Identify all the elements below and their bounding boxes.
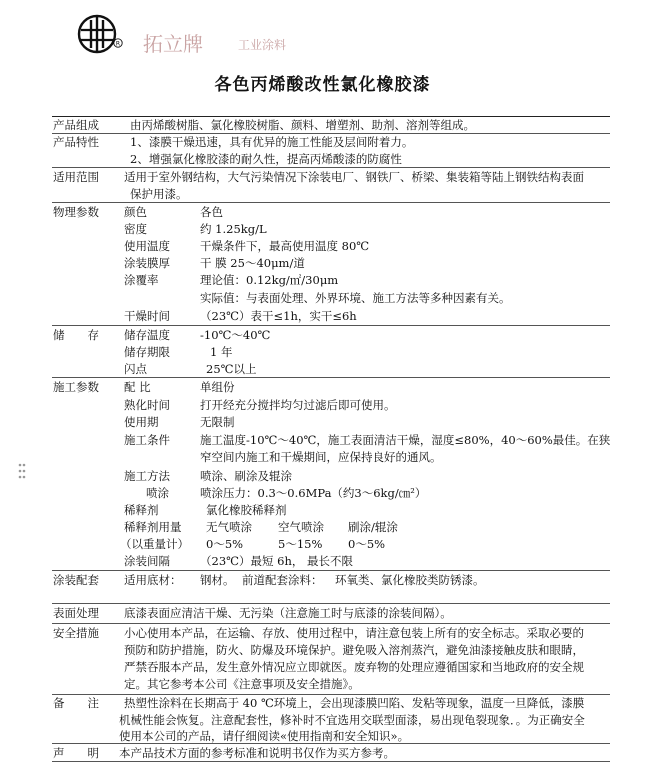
param-key: 稀释剂 — [124, 503, 159, 517]
param-value: 各色 — [200, 205, 223, 219]
dosage-header: 刷涂/辊涂 — [348, 520, 398, 534]
param-key: 适用底材： — [124, 573, 182, 587]
surface-text: 底漆表面应清洁干燥、无污染（注意施工时与底漆的涂装间隔）。 — [124, 606, 452, 620]
registered-mark-icon — [113, 38, 123, 48]
param-key: 涂装膜厚 — [124, 256, 170, 270]
notes-text: 机械性能会恢复。注意配套性，修补时不宜选用交联型面漆，易出现龟裂现象．。为正确安全 — [119, 713, 585, 727]
param-key: 施工条件 — [124, 433, 170, 447]
param-value: 施工温度-10℃～40℃，施工表面清洁干燥，湿度≤80%，40～60%最佳。在狭 — [200, 433, 611, 447]
page-title: 各色丙烯酸改性氯化橡胶漆 — [214, 75, 431, 95]
divider — [52, 377, 610, 378]
param-key: 颜色 — [124, 205, 147, 219]
dosage-header: 无气喷涂 — [206, 520, 252, 534]
safety-text: 严禁吞服本产品，发生意外情况应立即就医。废弃物的处理应遵循国家和当地政府的安全规 — [124, 660, 584, 674]
notes-text: 使用本公司的产品，请仔细阅读«使用指南和安全知识»。 — [119, 729, 410, 743]
param-key: 熟化时间 — [124, 398, 170, 412]
param-value: 打开经充分搅拌均匀过滤后即可使用。 — [200, 398, 396, 412]
param-key: 密度 — [124, 222, 147, 236]
param-value: 1 年 — [210, 345, 233, 359]
section-label-matching: 涂装配套 — [53, 573, 99, 587]
feature-item: 1、漆膜干燥迅速，具有优异的施工性能及层间附着力。 — [130, 135, 414, 149]
param-value: -10℃～40℃ — [200, 328, 271, 342]
safety-text: 预防和防护措施，防火、防爆及环境保护。避免吸入溶剂蒸汽，避免油漆接触皮肤和眼睛， — [124, 643, 584, 657]
divider — [52, 694, 610, 695]
company-logo — [77, 14, 117, 54]
param-key: 配 比 — [124, 380, 151, 394]
safety-text: 小心使用本产品，在运输、存放、使用过程中，请注意包装上所有的安全标志。采取必要的 — [124, 626, 584, 640]
param-key: 前道配套涂料： — [242, 573, 323, 587]
param-key: 闪点 — [124, 362, 147, 376]
divider — [52, 202, 610, 203]
section-label-physical: 物理参数 — [53, 205, 99, 219]
scope-text: 适用于室外钢结构，大气污染情况下涂装电厂、钢铁厂、桥梁、集装箱等陆上钢铁结构表面 — [124, 170, 584, 184]
safety-text: 定。其它参考本公司《注意事项及安全措施》。 — [124, 677, 360, 691]
param-value: 无限制 — [200, 415, 235, 429]
param-key: 干燥时间 — [124, 309, 170, 323]
param-key: 使用期 — [124, 415, 159, 429]
dosage-header: 空气喷涂 — [278, 520, 324, 534]
divider — [52, 623, 610, 624]
param-value: 环氧类、氯化橡胶类防锈漆。 — [335, 573, 485, 587]
section-label-application: 施工参数 — [53, 380, 99, 394]
param-key: 稀释剂用量 — [124, 520, 182, 534]
section-label-features: 产品特性 — [53, 135, 99, 149]
section-label-notes: 备 注 — [53, 696, 99, 710]
dosage-value: 0～5% — [206, 537, 244, 551]
param-key: 使用温度 — [124, 239, 170, 253]
param-value: 喷涂压力：0.3～0.6MPa（约3～6kg/㎝²） — [200, 486, 427, 500]
section-label-safety: 安全措施 — [53, 626, 99, 640]
param-key: 涂覆率 — [124, 273, 159, 287]
section-label-scope: 适用范围 — [53, 170, 99, 184]
param-value: 窄空间内施工和干燥期间，应保持良好的通风。 — [200, 450, 442, 464]
param-value: 喷涂、刷涂及辊涂 — [200, 469, 292, 483]
param-key: 储存期限 — [124, 345, 170, 359]
section-label-statement: 声 明 — [53, 746, 99, 760]
divider — [52, 603, 610, 604]
svg-text:R: R — [115, 40, 121, 48]
param-key: 储存温度 — [124, 328, 170, 342]
param-value: （23℃）最短 6h， 最长不限 — [200, 554, 354, 568]
param-value: 钢材。 — [200, 573, 235, 587]
divider — [52, 133, 610, 134]
drag-handle-icon[interactable] — [18, 463, 26, 479]
brand-subtitle: 工业涂料 — [238, 38, 287, 52]
divider — [52, 761, 610, 762]
param-value: 实际值：与表面处理、外界环境、施工方法等多种因素有关。 — [200, 291, 511, 305]
param-value: 氯化橡胶稀释剂 — [206, 503, 287, 517]
statement-text: 本产品技术方面的参考标准和说明书仅作为买方参考。 — [119, 746, 395, 760]
dosage-value: 5～15% — [278, 537, 323, 551]
param-key: 施工方法 — [124, 469, 170, 483]
param-value: 约 1.25kg/L — [200, 222, 267, 236]
param-key: 涂装间隔 — [124, 554, 170, 568]
param-value: （23℃）表干≤1h，实干≤6h — [200, 309, 357, 323]
divider — [52, 116, 610, 117]
param-value: 理论值：0.12kg/㎡/30μm — [200, 273, 339, 287]
param-key: （以重量计） — [120, 537, 189, 551]
section-label-surface: 表面处理 — [53, 606, 99, 620]
param-value: 干燥条件下，最高使用温度 80℃ — [200, 239, 370, 253]
notes-text: 热塑性涂料在长期高于 40 ℃环境上，会出现漆膜凹陷、发粘等现象，温度一旦降低，漆膜 — [124, 696, 585, 710]
brand-name: 拓立牌 — [143, 32, 203, 56]
feature-item: 2、增强氯化橡胶漆的耐久性，提高丙烯酸漆的防腐性 — [130, 152, 402, 166]
dosage-value: 0～5% — [348, 537, 386, 551]
section-label-storage: 储 存 — [53, 328, 99, 342]
divider — [52, 325, 610, 326]
composition-text: 由丙烯酸树脂、氯化橡胶树脂、颜料、增塑剂、助剂、溶剂等组成。 — [130, 118, 475, 132]
scope-text: 保护用漆。 — [130, 187, 188, 201]
param-value: 25℃以上 — [206, 362, 257, 376]
param-value: 干 膜 25～40μm/道 — [200, 256, 305, 270]
param-value: 单组份 — [200, 380, 235, 394]
param-key: 喷涂 — [146, 486, 169, 500]
divider — [52, 167, 610, 168]
divider — [52, 570, 610, 571]
section-label-composition: 产品组成 — [53, 118, 99, 132]
